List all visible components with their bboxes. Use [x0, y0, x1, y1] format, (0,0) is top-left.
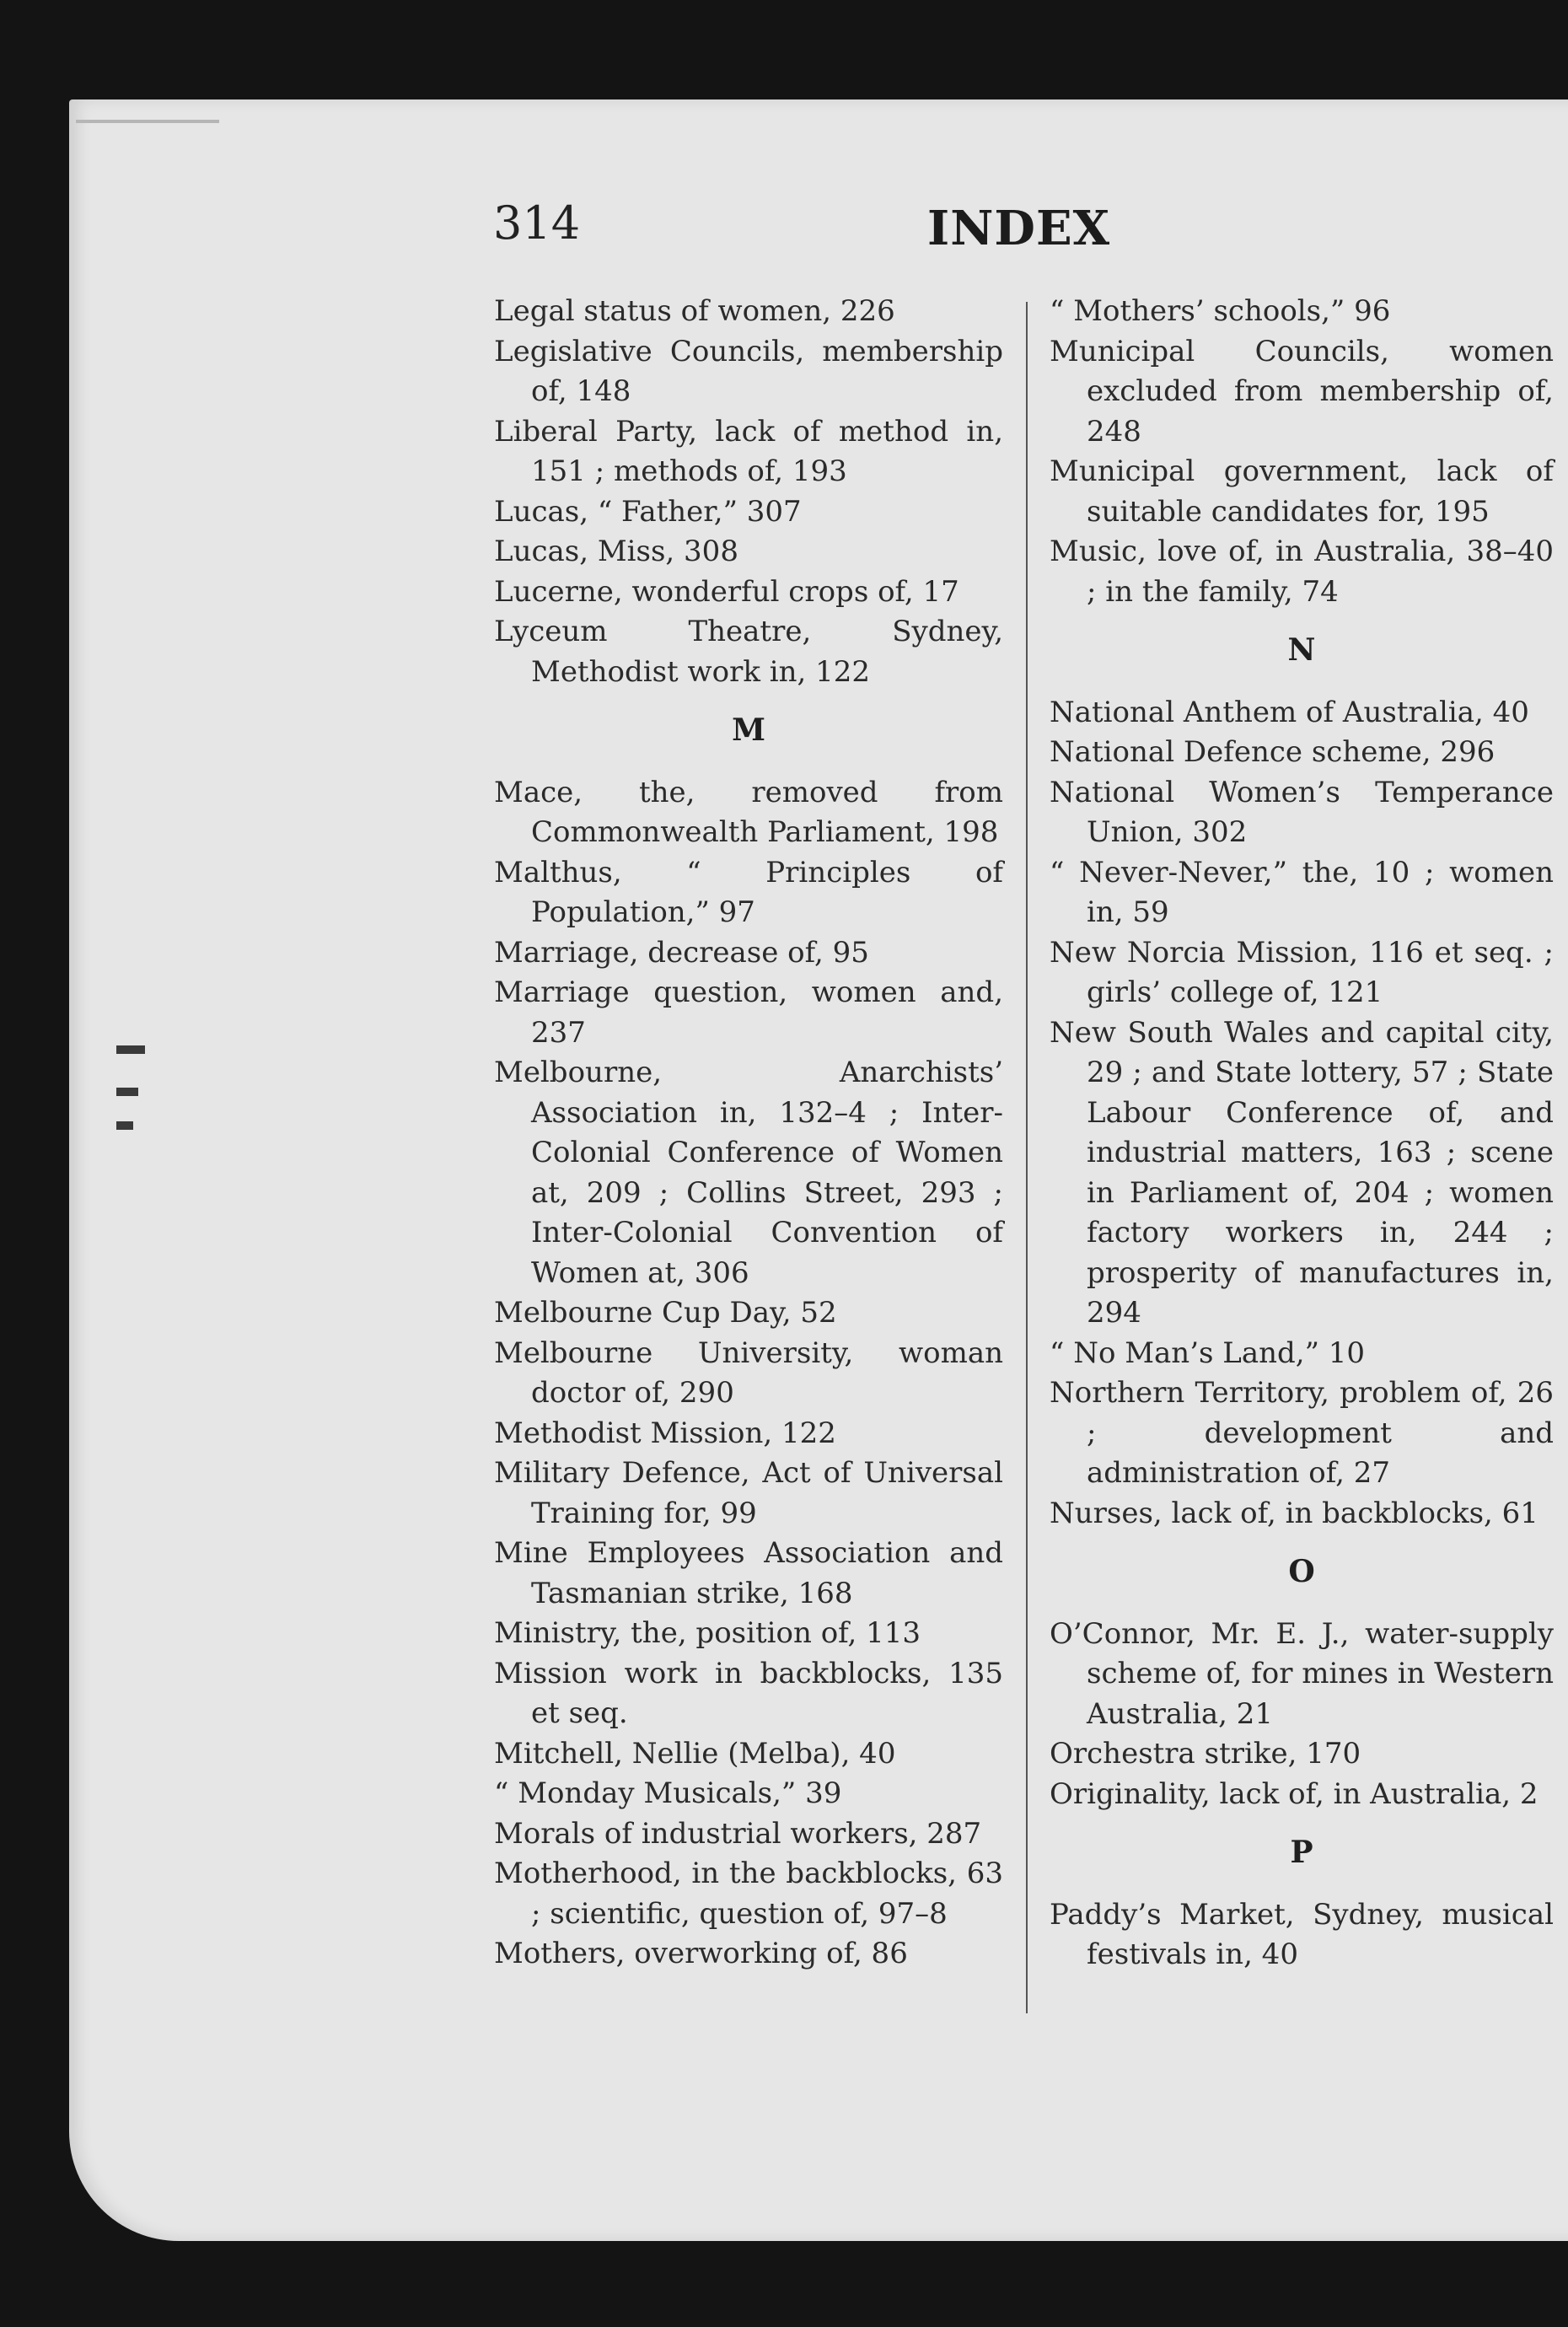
index-entry: Nurses, lack of, in backblocks, 61	[1050, 1496, 1538, 1530]
index-entry: National Defence scheme, 296	[1050, 735, 1496, 769]
page-edge-shadow	[76, 120, 219, 123]
index-column-right	[1050, 292, 1554, 1975]
section-letter-m: M	[732, 712, 765, 748]
index-entry: “ Never-Never,” the, 10 ; women in, 59	[1050, 855, 1554, 929]
index-entry: Mothers, overworking of, 86	[494, 1937, 908, 1970]
index-entry: “ Mothers’ schools,” 96	[1050, 294, 1391, 328]
margin-mark	[116, 1088, 138, 1096]
index-entry: Morals of industrial workers, 287	[494, 1816, 982, 1851]
index-entry: Mace, the, removed from Commonwealth Parliament, 198	[494, 775, 1003, 849]
index-entry: Melbourne University, woman doctor of, 290	[494, 1335, 1003, 1410]
section-letter-p: P	[1290, 1835, 1313, 1870]
index-entry: Legislative Councils, membership of, 148	[494, 334, 1003, 408]
index-entry: Melbourne, Anarchists’ Association in, 132–4 ; Inter-Colonial Conference of Women at, 209 ; Collins Street, 293 ; Inter-Colonial Convention of Women at, 306	[494, 1056, 1003, 1290]
index-entry: Municipal Councils, women excluded from membership of, 248	[1050, 334, 1554, 449]
index-entry: Originality, lack of, in Australia, 2	[1050, 1776, 1538, 1811]
index-entry: Orchestra strike, 170	[1050, 1737, 1361, 1771]
page-number: 314	[493, 196, 581, 250]
index-entry: New South Wales and capital city, 29 ; and State lottery, 57 ; State Labour Conference of, and industrial matters, 163 ; scene in Parliament of, 204 ; women factory workers in, 244 ; prosperity of manufactures in, 294	[1050, 1015, 1554, 1330]
index-entry: National Women’s Temperance Union, 302	[1050, 775, 1554, 849]
index-entry: Lucerne, wonderful crops of, 17	[494, 574, 959, 609]
index-entry: Paddy’s Market, Sydney, musical festivals in, 40	[1050, 1897, 1554, 1971]
index-entry: Motherhood, in the backblocks, 63 ; scientific, question of, 97–8	[494, 1857, 1003, 1931]
index-column-left	[494, 292, 1003, 1975]
page-title: INDEX	[927, 201, 1111, 256]
index-entry: National Anthem of Australia, 40	[1050, 695, 1529, 729]
index-entry: “ No Man’s Land,” 10	[1050, 1335, 1366, 1370]
index-entry: Mission work in backblocks, 135 et seq.	[494, 1656, 1003, 1730]
index-entry: Lucas, “ Father,” 307	[494, 494, 802, 529]
index-entry: Lucas, Miss, 308	[494, 535, 738, 568]
section-letter-n: N	[1287, 632, 1316, 668]
index-entry: Music, love of, in Australia, 38–40 ; in the family, 74	[1050, 535, 1554, 609]
index-entry: Ministry, the, position of, 113	[494, 1616, 921, 1650]
index-entry: Mitchell, Nellie (Melba), 40	[494, 1736, 896, 1771]
index-entry: Military Defence, Act of Universal Training for, 99	[494, 1456, 1003, 1530]
section-letter-o: O	[1288, 1554, 1315, 1589]
column-divider	[1026, 302, 1028, 2013]
index-entry: Marriage question, women and, 237	[494, 975, 1003, 1050]
index-entry: Methodist Mission, 122	[494, 1416, 836, 1450]
index-entry: Lyceum Theatre, Sydney, Methodist work in, 122	[494, 615, 1003, 689]
index-entry: Municipal government, lack of suitable candidates for, 195	[1050, 454, 1554, 529]
index-entry: “ Monday Musicals,” 39	[494, 1776, 842, 1810]
margin-mark	[116, 1045, 145, 1054]
index-entry: Liberal Party, lack of method in, 151 ; methods of, 193	[494, 414, 1003, 488]
index-entry: Northern Territory, problem of, 26 ; development and administration of, 27	[1050, 1376, 1554, 1490]
index-entry: Legal status of women, 226	[494, 294, 895, 328]
index-entry: Mine Employees Association and Tasmanian strike, 168	[494, 1536, 1003, 1610]
index-entry: Malthus, “ Principles of Population,” 97	[494, 855, 1003, 929]
index-entry: New Norcia Mission, 116 et seq. ; girls’ college of, 121	[1050, 935, 1554, 1009]
margin-mark	[116, 1121, 133, 1130]
index-entry: Marriage, decrease of, 95	[494, 935, 869, 970]
index-entry: Melbourne Cup Day, 52	[494, 1296, 837, 1330]
index-entry: O’Connor, Mr. E. J., water-supply scheme of, for mines in Western Australia, 21	[1050, 1616, 1554, 1731]
